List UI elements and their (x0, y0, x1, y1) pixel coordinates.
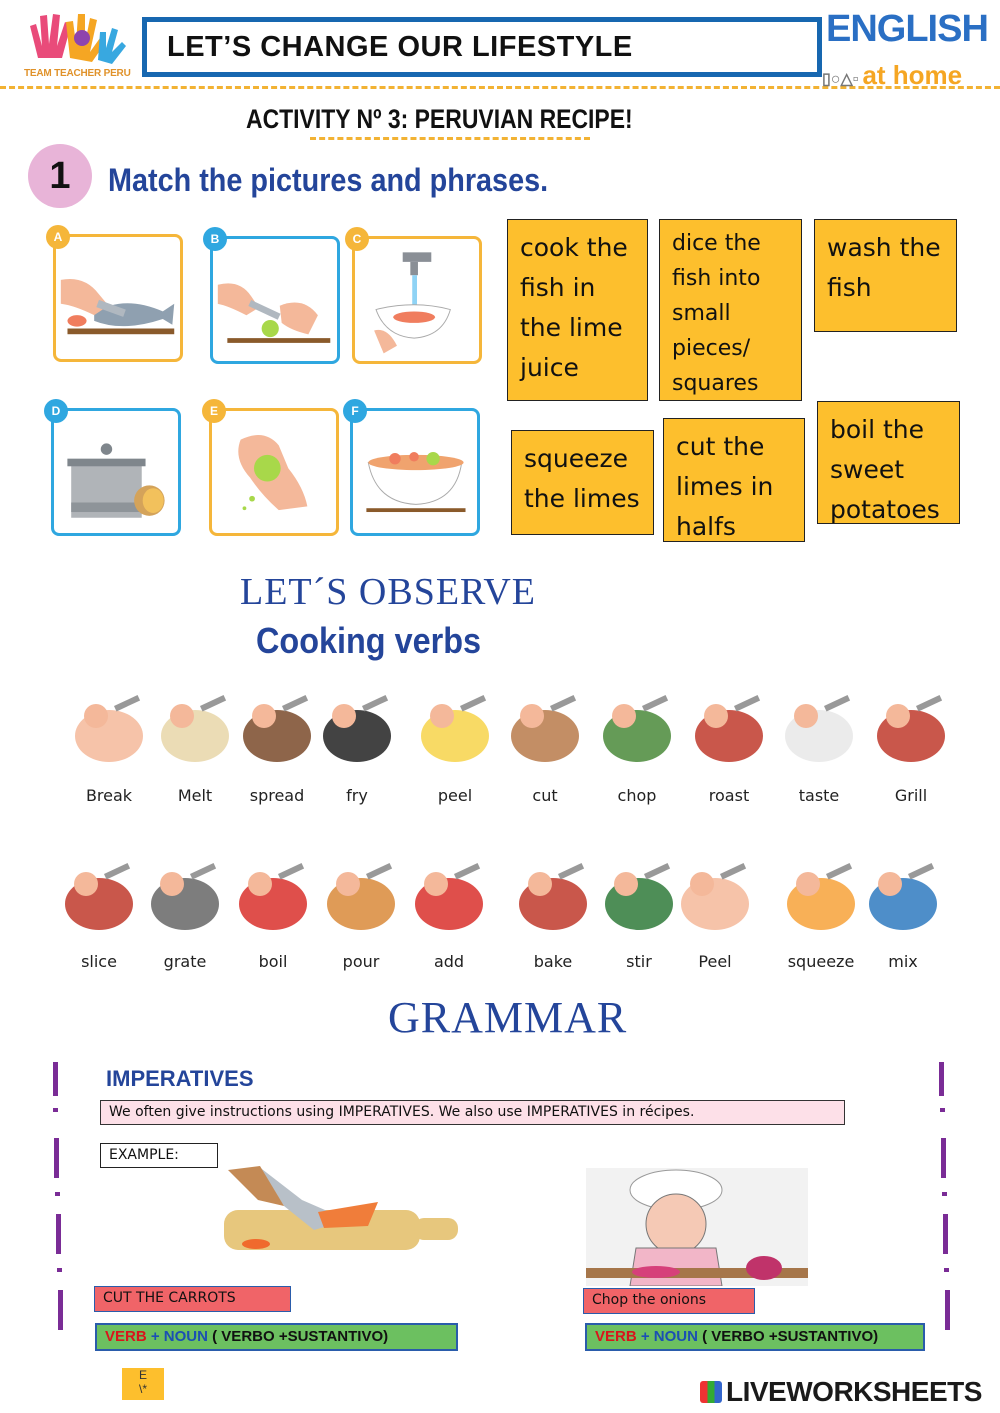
badge-b: B (203, 227, 227, 251)
verb-label: grate (163, 952, 207, 971)
verb-label: Melt (177, 786, 213, 805)
verb-label: pour (342, 952, 380, 971)
right-bar-1 (939, 1062, 944, 1096)
verb-label: squeeze (787, 952, 855, 971)
marker-line-2: \* (138, 1382, 147, 1396)
formula-noun: NOUN (653, 1328, 698, 1345)
verb-label: Grill (894, 786, 928, 805)
verb-image-boil-icon (228, 844, 318, 944)
left-bar-3 (56, 1214, 61, 1254)
liveworksheets-text: LIVEWORKSHEETS (726, 1376, 982, 1407)
verb-label: boil (258, 952, 288, 971)
verb-image-taste-icon (774, 676, 864, 776)
left-bar-1 (53, 1062, 58, 1096)
verb-label: spread (249, 786, 305, 805)
verb-image-peel-icon (410, 676, 500, 776)
formula-right (585, 1323, 925, 1351)
picture-card-e[interactable] (209, 404, 339, 536)
verb-image-pour-icon (316, 844, 406, 944)
formula-verb: VERB (105, 1328, 147, 1345)
boiling-pot-icon (54, 411, 178, 533)
verb-image-break-icon (64, 676, 154, 776)
verb-image-cut-icon (500, 676, 590, 776)
formula-left (95, 1323, 458, 1351)
verb-label: mix (888, 952, 918, 971)
verb-image-melt-icon (150, 676, 240, 776)
badge-e: E (202, 399, 226, 423)
brand-at-home-text: at home (862, 60, 963, 90)
blocks-icon: ▯○△▫ (822, 71, 859, 88)
ceviche-bowl-icon (353, 411, 477, 533)
left-bar-dot-3 (57, 1268, 62, 1272)
picture-card-a[interactable] (53, 230, 183, 362)
verb-label: peel (437, 786, 473, 805)
picture-card-d[interactable] (51, 404, 181, 536)
phrase-boil-potatoes[interactable]: boil the sweet potatoes (817, 401, 960, 524)
liveworksheets-brand (700, 1376, 982, 1408)
example-chop-onions: Chop the onions (583, 1288, 755, 1314)
right-bar-dot-2 (942, 1192, 947, 1196)
imperatives-title: IMPERATIVES (106, 1066, 254, 1091)
brand-at-home (822, 60, 962, 91)
hands-logo-icon (20, 8, 130, 68)
exercise-number: 1 (28, 144, 92, 208)
verb-label: taste (798, 786, 840, 805)
verb-label: slice (81, 952, 117, 971)
left-bar-dot-2 (55, 1192, 60, 1196)
verb-image-add-icon (404, 844, 494, 944)
verb-image-grate-icon (140, 844, 230, 944)
badge-a: A (46, 225, 70, 249)
badge-f: F (343, 399, 367, 423)
page-title: LET’S CHANGE OUR LIFESTYLE (142, 17, 822, 77)
verb-label: add (433, 952, 465, 971)
phrase-cut-limes[interactable]: cut the limes in halfs (663, 418, 805, 542)
chopping-onions-chef-icon (586, 1168, 808, 1286)
verb-image-squeeze-icon (776, 844, 866, 944)
brand-english: ENGLISH (826, 8, 988, 50)
left-bar-dot-1 (53, 1108, 58, 1112)
verb-label: chop (617, 786, 657, 805)
grammar-heading: GRAMMAR (388, 993, 628, 1042)
formula-plus: + (640, 1328, 650, 1345)
verb-label: bake (533, 952, 573, 971)
right-bar-3 (943, 1214, 948, 1254)
exercise-instruction: Match the pictures and phrases. (108, 162, 549, 198)
formula-translation: ( VERBO +SUSTANTIVO) (212, 1328, 389, 1345)
example-cut-carrots: CUT THE CARROTS (94, 1286, 291, 1312)
cutting-fish-icon (56, 237, 180, 359)
right-bar-dot-1 (940, 1108, 945, 1112)
verb-label: cut (532, 786, 558, 805)
formula-verb: VERB (595, 1328, 637, 1345)
picture-card-b[interactable] (210, 232, 340, 364)
badge-d: D (44, 399, 68, 423)
squeezing-lime-icon (212, 411, 336, 533)
right-bar-2 (941, 1138, 946, 1178)
right-bar-4 (945, 1290, 950, 1330)
formula-plus: + (150, 1328, 160, 1345)
answer-marker[interactable] (122, 1368, 164, 1400)
verb-image-mix-icon (858, 844, 948, 944)
picture-card-c[interactable] (352, 232, 482, 364)
phrase-squeeze-limes[interactable]: squeeze the limes (511, 430, 654, 535)
observe-heading: LET´S OBSERVE (240, 571, 537, 613)
cutting-lime-icon (213, 239, 337, 361)
verb-image-slice-icon (54, 844, 144, 944)
left-bar-4 (58, 1290, 63, 1330)
verb-label: roast (708, 786, 750, 805)
phrase-dice-fish[interactable]: dice the fish into small pieces/ squares (659, 219, 802, 401)
left-bar-2 (54, 1138, 59, 1178)
washing-fish-icon (355, 239, 479, 361)
cooking-verbs-heading: Cooking verbs (256, 620, 482, 661)
badge-c: C (345, 227, 369, 251)
activity-title: ACTIVITY Nº 3: PERUVIAN RECIPE! (246, 104, 633, 134)
verb-image-chop-icon (592, 676, 682, 776)
verb-image-peel-icon (670, 844, 760, 944)
cutting-carrots-icon (218, 1160, 464, 1270)
verb-label: Break (85, 786, 133, 805)
verb-image-bake-icon (508, 844, 598, 944)
activity-underline (310, 137, 590, 140)
logo-text: TEAM TEACHER PERU (24, 68, 131, 79)
verb-image-spread-icon (232, 676, 322, 776)
marker-line-1: E (138, 1368, 147, 1382)
liveworksheets-icon (700, 1381, 722, 1403)
verb-image-grill-icon (866, 676, 956, 776)
phrase-cook-fish[interactable]: cook the fish in the lime juice (507, 219, 648, 401)
team-teacher-logo (20, 8, 135, 88)
verb-image-fry-icon (312, 676, 402, 776)
formula-noun: NOUN (163, 1328, 208, 1345)
verb-label: stir (626, 952, 652, 971)
verb-label: Peel (698, 952, 732, 971)
verb-image-roast-icon (684, 676, 774, 776)
picture-card-f[interactable] (350, 404, 480, 536)
example-label: EXAMPLE: (100, 1143, 218, 1168)
phrase-wash-fish[interactable]: wash the fish (814, 219, 957, 332)
right-bar-dot-3 (944, 1268, 949, 1272)
formula-translation: ( VERBO +SUSTANTIVO) (702, 1328, 879, 1345)
verb-label: fry (346, 786, 368, 805)
imperatives-definition: We often give instructions using IMPERATIVES. We also use IMPERATIVES in récipes. (100, 1100, 845, 1125)
